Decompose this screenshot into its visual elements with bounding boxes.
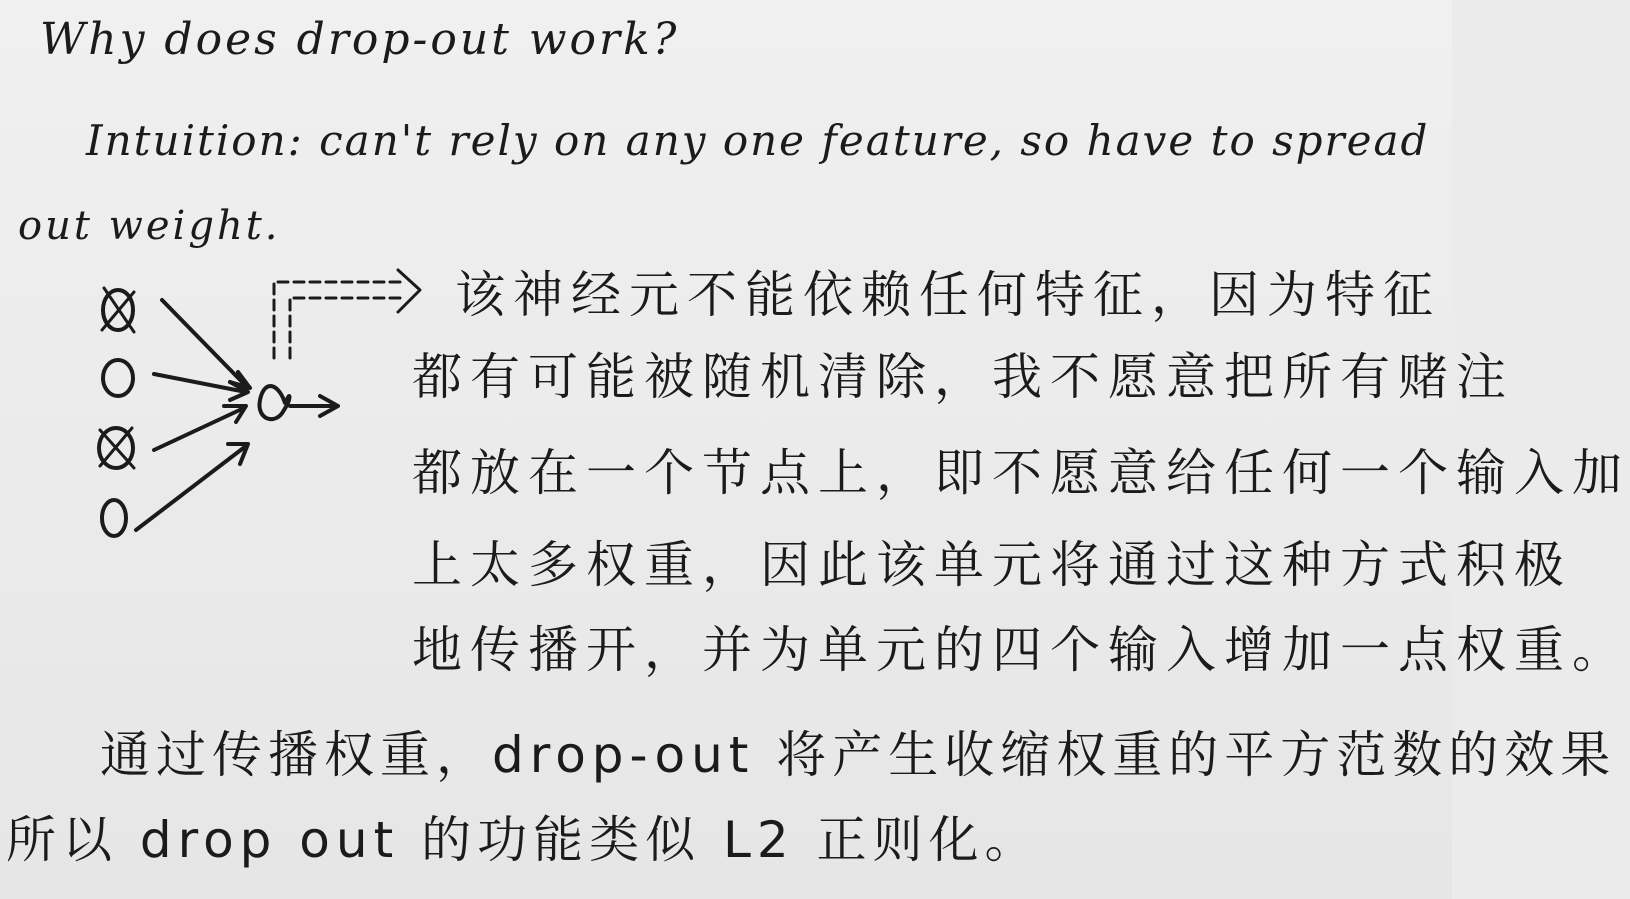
hidden-unit bbox=[259, 386, 338, 419]
explanation-line-3: 都放在一个节点上，即不愿意给任何一个输入加 bbox=[412, 444, 1630, 502]
input-unit-1-dropped bbox=[102, 288, 134, 332]
note-title: Why does drop-out work? bbox=[40, 14, 680, 65]
conclusion-line-1: 通过传播权重，drop-out 将产生收缩权重的平方范数的效果 bbox=[100, 726, 1617, 784]
explanation-line-1: 该神经元不能依赖任何特征，因为特征 bbox=[455, 266, 1441, 324]
explanation-line-5: 地传播开，并为单元的四个输入增加一点权重。 bbox=[412, 621, 1630, 679]
input-connections bbox=[136, 300, 250, 530]
intuition-line-2: out weight. bbox=[18, 203, 281, 249]
explanation-line-4: 上太多权重，因此该单元将通过这种方式积极 bbox=[412, 536, 1572, 594]
input-unit-3-dropped bbox=[99, 428, 134, 468]
dashed-pointer-arrow bbox=[274, 270, 420, 358]
input-unit-4 bbox=[102, 500, 126, 536]
explanation-line-2: 都有可能被随机清除，我不愿意把所有赌注 bbox=[412, 348, 1514, 406]
conclusion-line-2: 所以 drop out 的功能类似 L2 正则化。 bbox=[6, 811, 1041, 869]
dropout-diagram bbox=[80, 260, 460, 560]
intuition-line-1: Intuition: can't rely on any one feature, so have to spread bbox=[86, 116, 1430, 165]
input-unit-2 bbox=[103, 360, 133, 396]
